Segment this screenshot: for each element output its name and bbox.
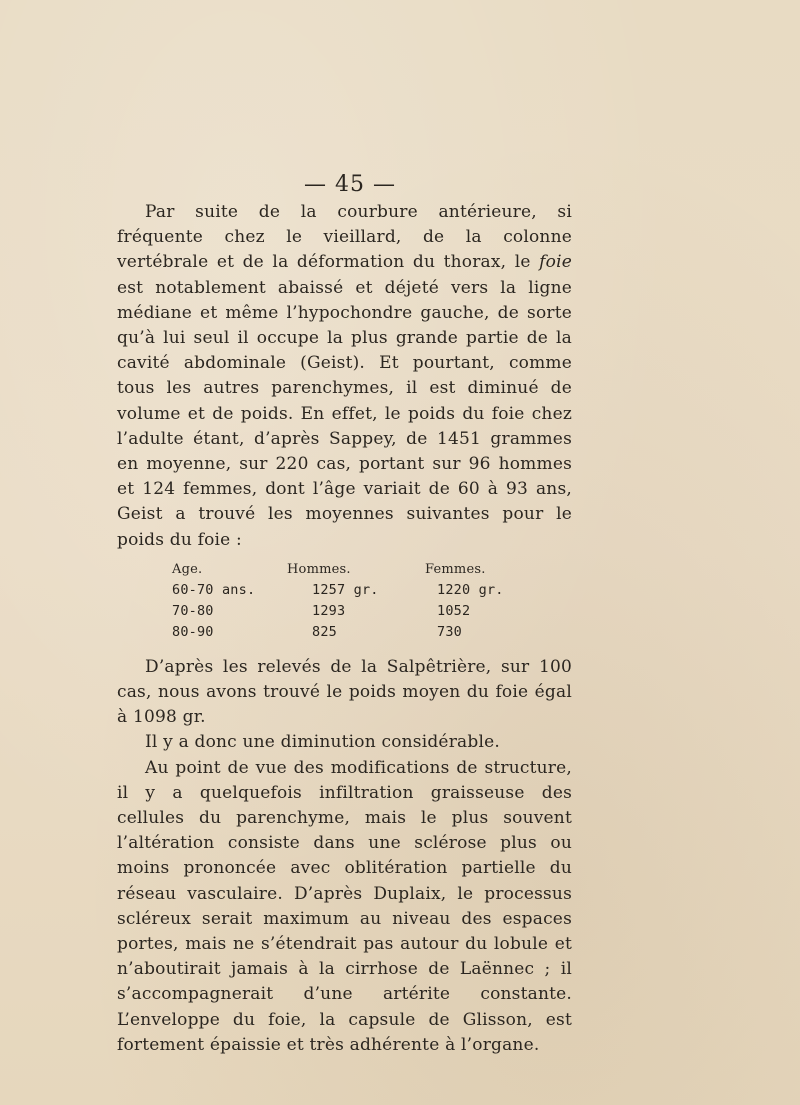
italic-word-foie: foie	[539, 252, 572, 273]
table-cell-age: 80-90	[172, 623, 214, 640]
table-header-age: Age.	[172, 561, 203, 577]
page-number: — 45 —	[304, 172, 396, 197]
paragraph-2: D’après les relevés de la Salpêtrière, sur 100 cas, nous avons trouvé le poids moyen du foie égal à 1098 gr.	[117, 656, 572, 728]
table-cell-hommes: 825	[312, 623, 337, 640]
table-cell-femmes: 1220 gr.	[437, 581, 504, 598]
paragraph-3: Il y a donc une diminution considérable.	[145, 732, 500, 753]
paragraph-4: Au point de vue des modifications de structure, il y a quelquefois infiltration graisseuse des cellules du parenchyme, mais le plus souvent l’altération consiste dans une sclérose plus ou moins prononcée avec oblitération partielle du réseau vasculaire. D’après Duplaix, le processus scléreux serait maximum au niveau des espaces portes, mais ne s’étendrait pas autour du lobule et n’aboutirait jamais à la cirrhose de Laënnec ; il s’accompagnerait d’une artérite constante. L’enveloppe du foie, la capsule de Glisson, est fortement épaissie et très adhérente à l’organe.	[117, 757, 572, 1055]
table-cell-age: 70-80	[172, 602, 214, 619]
table-row	[117, 622, 572, 643]
liver-weight-table	[117, 559, 572, 649]
table-cell-hommes: 1293	[312, 602, 346, 619]
table-header-femmes: Femmes.	[425, 561, 486, 577]
table-cell-age: 60-70 ans.	[172, 581, 256, 598]
table-row	[117, 580, 572, 601]
paragraph-1	[117, 200, 572, 553]
paragraph-1-part-1: Par suite de la courbure antérieure, si fréquente chez le vieillard, de la colonne vertébrale et de la déformation du thorax, le	[117, 202, 572, 273]
text-block	[117, 200, 572, 1058]
table-row	[117, 601, 572, 622]
table-cell-femmes: 1052	[437, 602, 471, 619]
table-header-hommes: Hommes.	[287, 561, 351, 577]
table-header-row	[117, 559, 572, 580]
table-cell-femmes: 730	[437, 623, 462, 640]
paragraph-1-part-2: est notablement abaissé et déjeté vers la ligne médiane et même l’hypochondre gauche, de sorte qu’à lui seul il occupe la plus grande partie de la cavité abdominale (Geist). Et pourtant, comme tous les autres parenchymes, il est diminué de volume et de poids. En effet, le poids du foie chez l’adulte étant, d’après Sappey, de 1451 grammes en moyenne, sur 220 cas, portant sur 96 hommes et 124 femmes, dont l’âge variait de 60 à 93 ans, Geist a trouvé les moyennes suivantes pour le poids du foie :	[117, 277, 572, 550]
table-cell-hommes: 1257 gr.	[312, 581, 379, 598]
